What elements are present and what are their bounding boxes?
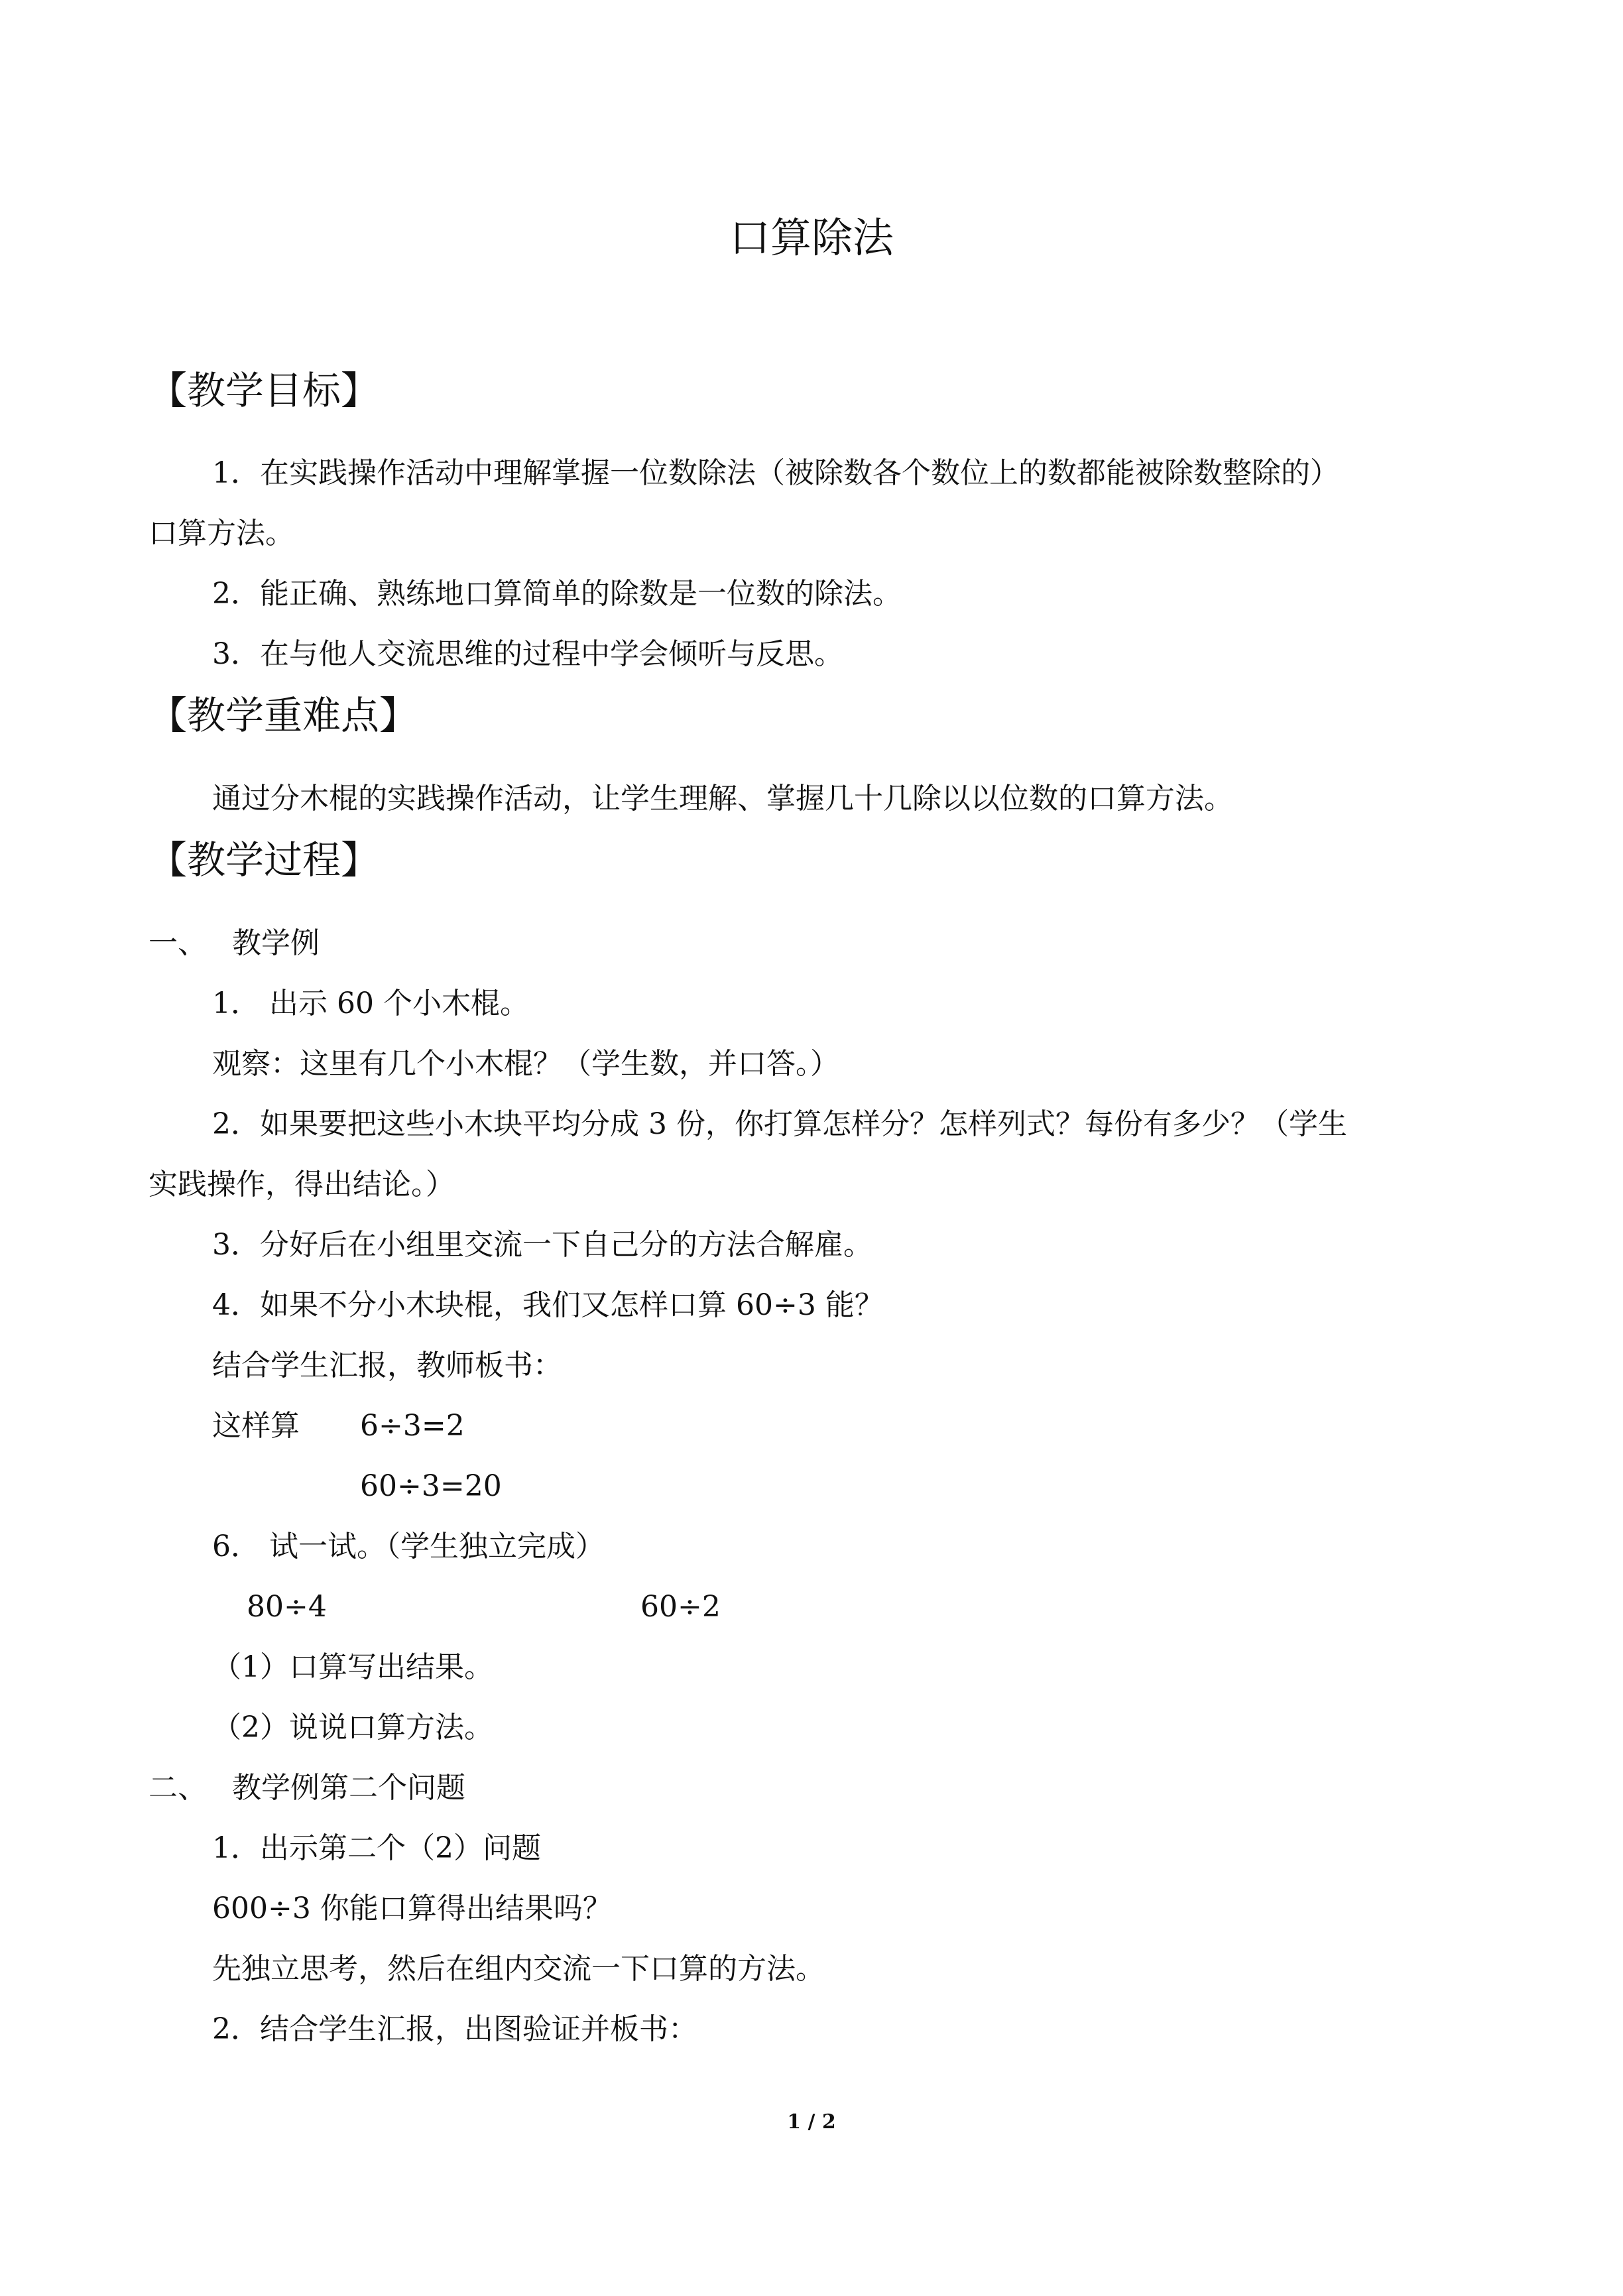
objective-item-3: 3．在与他人交流思维的过程中学会倾听与反思。 xyxy=(212,637,843,671)
exercise-2: 60÷2 xyxy=(640,1590,721,1624)
objective-item-1-cont: 口算方法。 xyxy=(149,516,294,550)
heading-process: 【教学过程】 xyxy=(149,837,380,882)
board-label: 这样算 xyxy=(212,1409,300,1443)
objective-item-2: 2．能正确、熟练地口算简单的除数是一位数的除法。 xyxy=(212,577,902,611)
part2-line-2: 600÷3 你能口算得出结果吗？ xyxy=(212,1892,612,1925)
part1-line-2: 观察：这里有几个小木棍？（学生数，并口答。） xyxy=(212,1047,839,1081)
part1-line-3-cont: 实践操作，得出结论。） xyxy=(149,1168,455,1201)
part1-line-4: 3．分好后在小组里交流一下自己分的方法合解雇。 xyxy=(212,1228,872,1262)
heading-key-points: 【教学重难点】 xyxy=(149,693,418,738)
board-equation-1: 6÷3=2 xyxy=(360,1409,465,1443)
part1-line-try: 6． 试一试。（学生独立完成） xyxy=(212,1530,605,1563)
part1-title: 教学例 xyxy=(232,926,320,960)
part2-label: 二、 xyxy=(149,1771,207,1805)
board-equation-2: 60÷3=20 xyxy=(360,1469,502,1503)
sub-item-1: （1）口算写出结果。 xyxy=(212,1650,493,1684)
page-title: 口算除法 xyxy=(729,213,894,262)
exercise-1: 80÷4 xyxy=(247,1590,327,1624)
part1-line-6: 结合学生汇报，教师板书： xyxy=(212,1349,562,1382)
part1-label: 一、 xyxy=(149,926,207,960)
part2-title: 教学例第二个问题 xyxy=(232,1771,465,1805)
sub-item-2: （2）说说口算方法。 xyxy=(212,1711,493,1744)
page-number: 1 / 2 xyxy=(787,2110,836,2134)
key-points-text: 通过分木棍的实践操作活动，让学生理解、掌握几十几除以以位数的口算方法。 xyxy=(212,782,1233,816)
part2-line-4: 2．结合学生汇报，出图验证并板书： xyxy=(212,2012,697,2046)
objective-item-1: 1．在实践操作活动中理解掌握一位数除法（被除数各个数位上的数都能被除数整除的） xyxy=(212,456,1339,490)
part1-line-5: 4．如果不分小木块棍，我们又怎样口算 60÷3 能？ xyxy=(212,1288,884,1322)
heading-objectives: 【教学目标】 xyxy=(149,368,380,413)
part1-line-3: 2．如果要把这些小木块平均分成 3 份，你打算怎样分？怎样列式？每份有多少？（学生 xyxy=(212,1107,1347,1141)
part2-line-3: 先独立思考，然后在组内交流一下口算的方法。 xyxy=(212,1952,825,1986)
part1-line-1: 1． 出示 60 个小木棍。 xyxy=(212,987,529,1020)
part2-line-1: 1．出示第二个（2）问题 xyxy=(212,1831,541,1865)
